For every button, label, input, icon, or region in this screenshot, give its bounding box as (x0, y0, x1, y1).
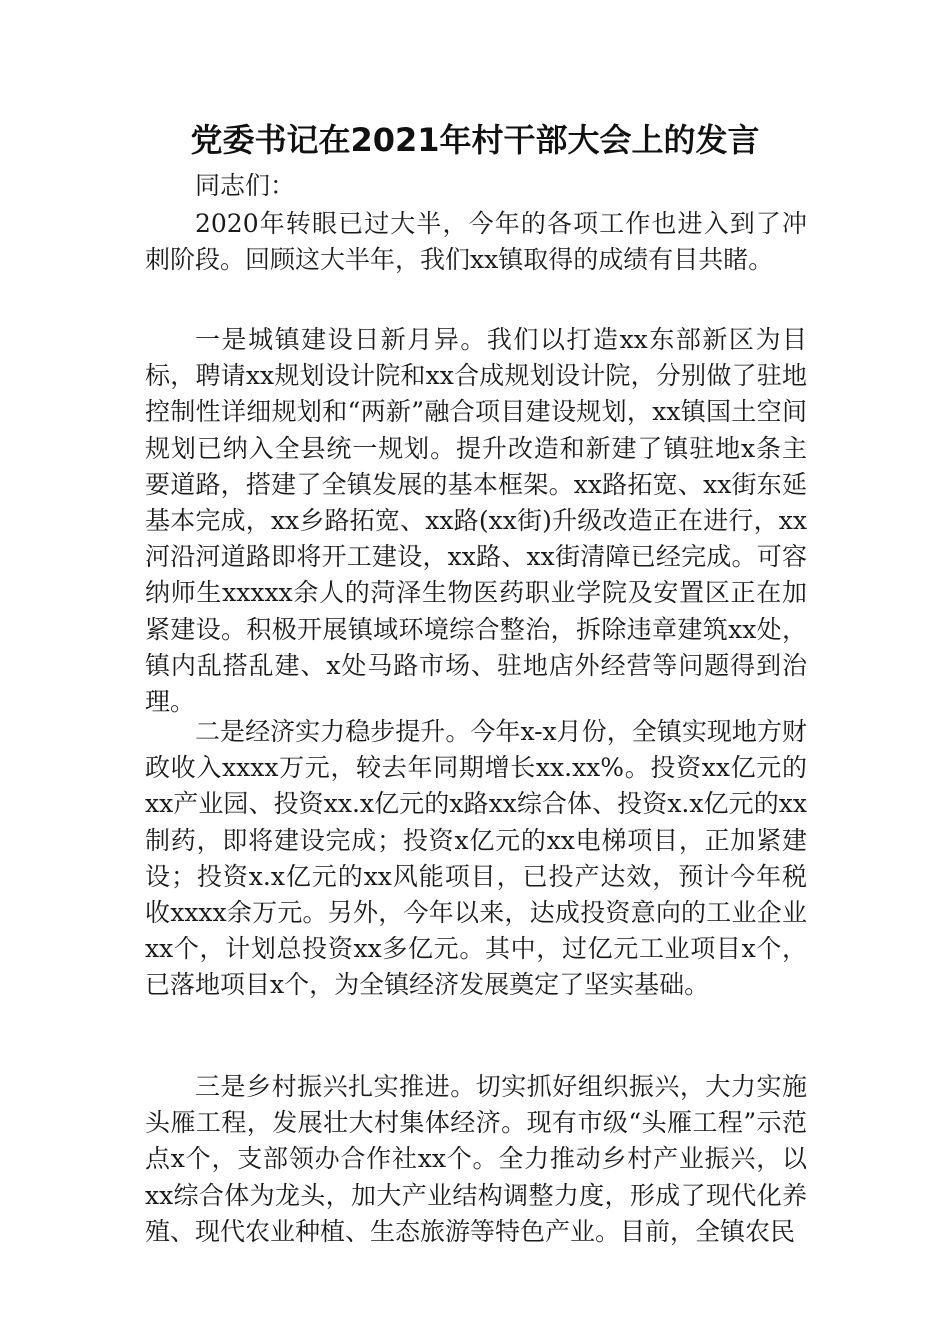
paragraph-intro: 2020年转眼已过大半，今年的各项工作也进入到了冲刺阶段。回顾这大半年，我们xx镇取得的成绩有目共睹。 (145, 209, 807, 275)
paragraph-urban-construction: 一是城镇建设日新月异。我们以打造xx东部新区为目标，聘请xx规划设计院和xx合成规划设计院，分别做了驻地控制性详细规划和“两新”融合项目建设规划，xx镇国土空间规划已纳入全县统一规划。提升改造和新建了镇驻地x条主要道路，搭建了全镇发展的基本框架。xx路拓宽、xx街东延基本完成，xx乡路拓宽、xx路(xx街)升级改造正在进行，xx河沿河道路即将开工建设，xx路、xx街清障已经完成。可容纳师生xxxxx余人的菏泽生物医药职业学院及安置区正在加紧建设。积极开展镇域环境综合整治，拆除违章建筑xx处，镇内乱搭乱建、x处马路市场、驻地店外经营等问题得到治理。 (145, 325, 807, 717)
salutation: 同志们： (195, 171, 296, 200)
paragraph-rural-revitalization: 三是乡村振兴扎实推进。切实抓好组织振兴，大力实施头雁工程，发展壮大村集体经济。现有市级“头雁工程”示范点x个，支部领办合作社xx个。全力推动乡村产业振兴，以xx综合体为龙头，加大产业结构调整力度，形成了现代化养殖、现代农业种植、生态旅游等特色产业。目前，全镇农民 (145, 1072, 807, 1246)
paragraph-economy: 二是经济实力稳步提升。今年x-x月份，全镇实现地方财政收入xxxx万元，较去年同期增长xx.xx%。投资xx亿元的xx产业园、投资xx.x亿元的x路xx综合体、投资x.x亿元的xx制药，即将建设完成；投资x亿元的xx电梯项目，正加紧建设；投资x.x亿元的xx风能项目，已投产达效，预计今年税收xxxx余万元。另外，今年以来，达成投资意向的工业企业xx个，计划总投资xx多亿元。其中，过亿元工业项目x个，已落地项目x个，为全镇经济发展奠定了坚实基础。 (145, 717, 807, 1000)
document-title: 党委书记在2021年村干部大会上的发言 (190, 121, 760, 159)
